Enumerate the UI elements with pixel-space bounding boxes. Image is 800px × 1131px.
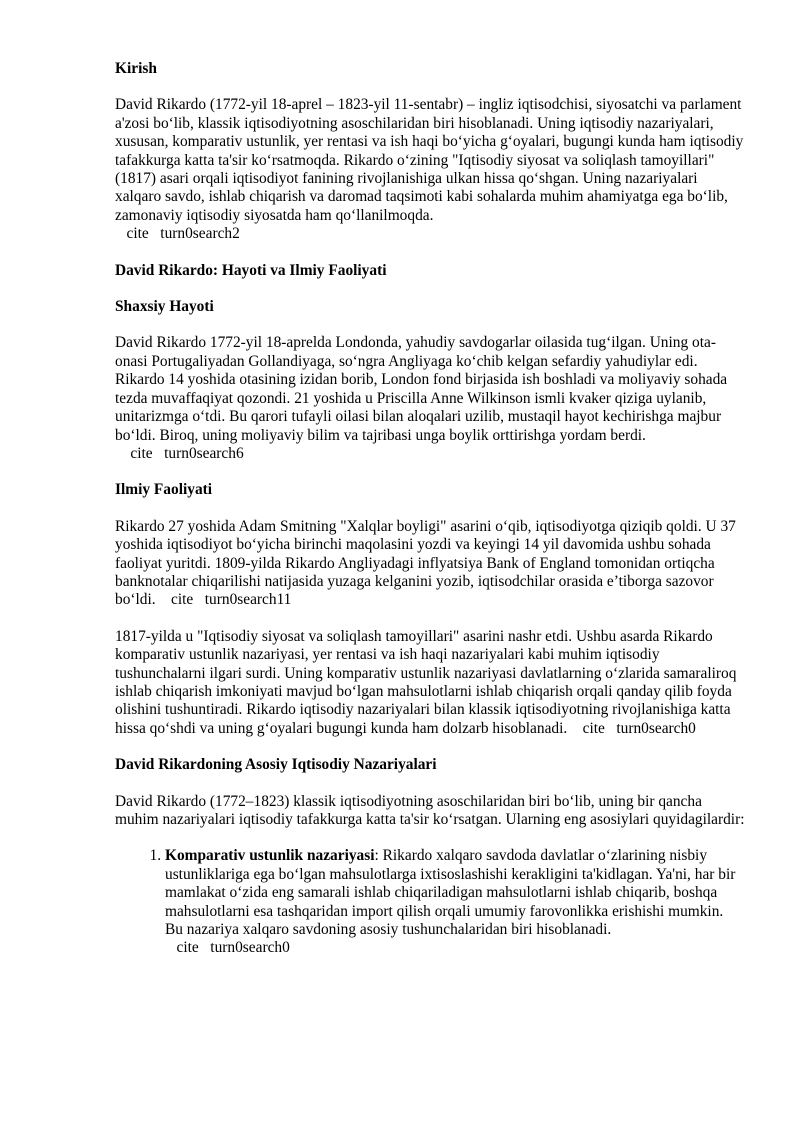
kirish-heading: Kirish bbox=[115, 60, 157, 77]
kirish-citation: cite turn0search2 bbox=[115, 225, 240, 243]
hayoti-heading: David Rikardo: Hayoti va Ilmiy Faoliyati bbox=[115, 261, 387, 279]
nazariyalar-list bbox=[115, 847, 745, 957]
ilmiy-faoliyati-text-1: Rikardo 27 yoshida Adam Smitning "Xalqlar boyligi" asarini o‘qib, iqtisodiyotga qiziqib qoldi. U 37 yoshida iqtisodiyot bo‘yicha birinchi maqolasini yozdi va keyingi 14 yil davomida ushbu sohada faoliyat yuritdi. 1809-yilda Rikardo Angliyadagi inflyatsiya Bank of England tomonidan ortiqcha banknotalar chiqarilishi natijasida yuzaga kelganini yozib, iqtisodchilar orasida e’tiborga sazovor bo‘ldi. bbox=[115, 517, 736, 609]
ilmiy-faoliyati-heading: Ilmiy Faoliyati bbox=[115, 481, 213, 499]
list-item bbox=[165, 847, 745, 957]
ilmiy-faoliyati-citation-2: cite turn0search0 bbox=[567, 719, 696, 737]
shaxsiy-hayoti-citation: cite turn0search6 bbox=[115, 444, 244, 462]
ilmiy-faoliyati-paragraph-1 bbox=[115, 518, 745, 610]
kirish-paragraph bbox=[115, 96, 745, 243]
ilmiy-faoliyati-text-2: 1817-yilda u "Iqtisodiy siyosat va soliqlash tamoyillari" asarini nashr etdi. Ushbu asarda Rikardo komparativ ustunlik nazariyasi, yer rentasi va ish haqi nazariyalari kabi muhim iqtisodiy tushunchalarni ilgari surdi. Uning komparativ ustunlik nazariyasi davlatlarning o‘zlarida samaraliroq ishlab chiqarish imkoniyati mavjud bo‘lgan mahsulotlarni ishlab chiqarish orqali qanday qilib foyda olishini tushuntiradi. Rikardo iqtisodiy nazariyalari bilan klassik iqtisodiyotning rivojlanishiga katta hissa qo‘shdi va uning g‘oyalari bugungi kunda ham dolzarb hisoblanadi. bbox=[115, 627, 737, 737]
ilmiy-faoliyati-paragraph-2 bbox=[115, 628, 745, 738]
shaxsiy-hayoti-text: David Rikardo 1772-yil 18-aprelda Londonda, yahudiy savdogarlar oilasida tug‘ilgan. Uning ota-onasi Portugaliyadan Gollandiyaga, so‘ngra Angliyaga ko‘chib kelgan sefardiy yahudiylar edi. Rikardo 14 yoshida otasining izidan borib, London fond birjasida ish boshladi va moliyaviy sohada tezda muvaffaqiyat qozondi. 21 yoshida u Priscilla Anne Wilkinson ismli kvaker qiziga uylanib, unitarizmga o‘tdi. Bu qarori tufayli oilasi bilan aloqalari uzilib, mustaqil hayot kechirishga majbur bo‘ldi. Biroq, uning moliyaviy bilim va tajribasi unga boylik orttirishga yordam berdi. bbox=[115, 334, 728, 444]
list-item-text: : Rikardo xalqaro savdoda davlatlar o‘zlarining nisbiy ustunliklariga ega bo‘lgan mahsulotlarga ixtisoslashishi kerakligini ta'kidlagan. Ya'ni, har bir mamlakat o‘zida eng samarali ishlab chiqariladigan mahsulotlarni ishlab chiqarib, boshqa mahsulotlarni esa tashqaridan import qilish orqali umumiy farovonlikka erishishi mumkin. Bu nazariya xalqaro savdoning asosiy tushunchalaridan biri hisoblanadi. bbox=[165, 847, 736, 939]
kirish-paragraph-text: David Rikardo (1772-yil 18-aprel – 1823-yil 11-sentabr) – ingliz iqtisodchisi, siyosatchi va parlament a'zosi bo‘lib, klassik iqtisodiyotning asoschilaridan biri hisoblanadi. Uning iqtisodiy nazariyalari, xususan, komparativ ustunlik, yer rentasi va ish haqi bo‘yicha g‘oyalari, bugungi kunda ham iqtisodiy tafakkurga katta ta'sir ko‘rsatmoqda. Rikardo o‘zining "Iqtisodiy siyosat va soliqlash tamoyillari" (1817) asari orqali iqtisodiyot fanining rivojlanishiga ulkan hissa qo‘shgan. Uning nazariyalari xalqaro savdo, ishlab chiqarish va daromad taqsimoti kabi sohalarda muhim ahamiyatga ega bo‘lib, zamonaviy iqtisodiy siyosatda ham qo‘llanilmoqda. bbox=[115, 96, 744, 224]
document-page bbox=[115, 60, 745, 958]
ilmiy-faoliyati-citation-1: cite turn0search11 bbox=[155, 591, 292, 609]
list-item-citation: cite turn0search0 bbox=[165, 939, 290, 957]
shaxsiy-hayoti-heading: Shaxsiy Hayoti bbox=[115, 298, 214, 316]
list-item-term: Komparativ ustunlik nazariyasi bbox=[165, 847, 375, 865]
shaxsiy-hayoti-paragraph bbox=[115, 334, 745, 463]
nazariyalar-paragraph: David Rikardo (1772–1823) klassik iqtisodiyotning asoschilaridan biri bo‘lib, uning bir qancha muhim nazariyalari iqtisodiy tafakkurga katta ta'sir ko‘rsatgan. Ularning eng asosiylari quyidagilardir: bbox=[115, 792, 745, 828]
nazariyalar-heading: David Rikardoning Asosiy Iqtisodiy Nazariyalari bbox=[115, 756, 437, 774]
